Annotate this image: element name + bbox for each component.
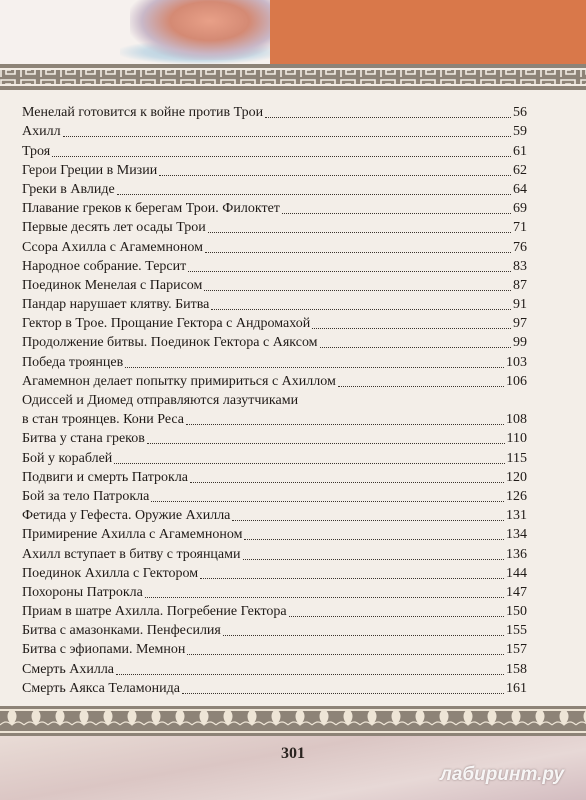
toc-entry-page: 61 <box>513 143 527 159</box>
toc-entry <box>22 487 527 506</box>
toc-entry-title: Смерть Ахилла <box>22 661 115 677</box>
toc-entry-title: Ахилл вступает в битву с троянцами <box>22 546 241 562</box>
toc-entry-page: 144 <box>506 565 527 581</box>
toc-entry <box>22 506 527 525</box>
toc-entry-page: 64 <box>513 181 527 197</box>
toc-entry-page: 56 <box>513 105 527 121</box>
top-illustration <box>0 0 586 64</box>
toc-entry-title: Гектор в Трое. Прощание Гектора с Андромахой <box>22 316 311 332</box>
toc-entry <box>22 679 527 698</box>
toc-entry <box>22 564 527 583</box>
toc-entry-title: Герои Греции в Мизии <box>22 162 158 178</box>
toc-entry-title: в стан троянцев. Кони Реса <box>22 412 184 428</box>
toc-entry-title: Греки в Авлиде <box>22 181 115 197</box>
toc-entry-title: Одиссей и Диомед отправляются лазутчиками <box>22 393 299 408</box>
toc-entry-title: Бой у кораблей <box>22 450 113 466</box>
toc-entry <box>22 103 527 122</box>
toc-entry-title: Битва у стана греков <box>22 431 145 447</box>
toc-entry <box>22 352 527 371</box>
toc-entry-page: 134 <box>506 527 527 543</box>
toc-entry-page: 158 <box>506 661 527 677</box>
toc-entry <box>22 391 527 410</box>
toc-entry <box>22 640 527 659</box>
toc-entry-title: Продолжение битвы. Поединок Гектора с Аяксом <box>22 335 318 351</box>
dot-leader <box>187 653 504 655</box>
dot-leader <box>117 193 511 195</box>
toc-entry-title: Похороны Патрокла <box>22 584 143 600</box>
toc-entry <box>22 333 527 352</box>
toc-entry-title: Фетида у Гефеста. Оружие Ахилла <box>22 508 231 524</box>
fresco-figure <box>130 0 275 60</box>
toc-entry <box>22 257 527 276</box>
page-number: 301 <box>281 745 305 762</box>
toc-entry-page: 161 <box>506 680 527 696</box>
dot-leader <box>190 481 504 483</box>
ornamental-border-bottom <box>0 706 586 736</box>
toc-entry-title: Народное собрание. Терсит <box>22 258 187 274</box>
toc-entry-page: 62 <box>513 162 527 178</box>
dot-leader <box>289 615 504 617</box>
toc-entry-page: 91 <box>513 297 527 313</box>
table-of-contents <box>22 103 527 698</box>
dot-leader <box>188 270 511 272</box>
toc-entry-title: Ахилл <box>22 124 61 140</box>
toc-entry-title: Подвиги и смерть Патрокла <box>22 469 189 485</box>
toc-entry <box>22 314 527 333</box>
toc-entry-page: 87 <box>513 277 527 293</box>
toc-entry-title: Агамемнон делает попытку примириться с Ахиллом <box>22 373 336 389</box>
toc-entry-page: 115 <box>506 450 527 466</box>
toc-entry <box>22 525 527 544</box>
toc-entry-page: 157 <box>506 642 527 658</box>
toc-entry-page: 106 <box>506 373 527 389</box>
toc-entry-page: 99 <box>513 335 527 351</box>
toc-entry <box>22 544 527 563</box>
dot-leader <box>243 558 505 560</box>
toc-entry <box>22 659 527 678</box>
toc-entry <box>22 583 527 602</box>
toc-entry-title: Бой за тело Патрокла <box>22 488 150 504</box>
dot-leader <box>200 577 504 579</box>
toc-entry <box>22 161 527 180</box>
toc-entry-page: 110 <box>506 431 527 447</box>
toc-entry-title: Плавание греков к берегам Трои. Филоктет <box>22 201 280 217</box>
toc-entry <box>22 276 527 295</box>
toc-entry <box>22 237 527 256</box>
dot-leader <box>265 116 511 118</box>
watermark: лабиринт.ру <box>440 764 565 785</box>
toc-entry <box>22 199 527 218</box>
dot-leader <box>208 231 511 233</box>
toc-entry-title: Пандар нарушает клятву. Битва <box>22 297 210 313</box>
toc-entry-page: 147 <box>506 584 527 600</box>
dot-leader <box>116 673 504 675</box>
toc-entry-page: 150 <box>506 604 527 620</box>
dot-leader <box>204 289 511 291</box>
dot-leader <box>320 346 511 348</box>
toc-entry-page: 83 <box>513 258 527 274</box>
dot-leader <box>282 212 511 214</box>
greek-key-border-top <box>0 64 586 90</box>
dot-leader <box>205 251 511 253</box>
toc-entry <box>22 295 527 314</box>
toc-entry <box>22 602 527 621</box>
dot-leader <box>223 634 504 636</box>
dot-leader <box>312 327 511 329</box>
toc-entry <box>22 410 527 429</box>
toc-entry <box>22 468 527 487</box>
toc-entry-page: 69 <box>513 201 527 217</box>
toc-entry-title: Троя <box>22 143 51 159</box>
dot-leader <box>114 462 504 464</box>
dot-leader <box>182 692 504 694</box>
toc-entry-page: 103 <box>506 354 527 370</box>
toc-entry-title: Битва с амазонками. Пенфесилия <box>22 623 221 639</box>
dot-leader <box>145 596 504 598</box>
toc-entry <box>22 141 527 160</box>
dot-leader <box>211 308 511 310</box>
toc-entry-title: Менелай готовится к войне против Трои <box>22 105 264 121</box>
toc-entry-title: Первые десять лет осады Трои <box>22 220 206 236</box>
toc-entry-page: 136 <box>506 546 527 562</box>
toc-entry-title: Ссора Ахилла с Агамемноном <box>22 239 204 255</box>
dot-leader <box>52 155 511 157</box>
toc-entry-page: 97 <box>513 316 527 332</box>
toc-entry-page: 108 <box>506 412 527 428</box>
toc-entry-title: Смерть Аякса Теламонида <box>22 680 180 696</box>
toc-entry <box>22 180 527 199</box>
dot-leader <box>159 174 511 176</box>
dot-leader <box>151 500 504 502</box>
dot-leader <box>63 135 511 137</box>
toc-entry-title: Победа троянцев <box>22 354 124 370</box>
toc-entry-page: 120 <box>506 469 527 485</box>
toc-entry <box>22 372 527 391</box>
toc-entry-title: Приам в шатре Ахилла. Погребение Гектора <box>22 604 287 620</box>
toc-entry <box>22 448 527 467</box>
toc-entry-page: 59 <box>513 124 527 140</box>
toc-entry <box>22 621 527 640</box>
toc-entry-page: 126 <box>506 488 527 504</box>
toc-entry <box>22 218 527 237</box>
toc-entry-title: Поединок Ахилла с Гектором <box>22 565 199 581</box>
toc-entry-title: Битва с эфиопами. Мемнон <box>22 642 186 658</box>
toc-entry <box>22 429 527 448</box>
dot-leader <box>125 366 504 368</box>
dot-leader <box>186 423 504 425</box>
toc-entry-page: 131 <box>506 508 527 524</box>
toc-entry-page: 76 <box>513 239 527 255</box>
toc-entry-title: Примирение Ахилла с Агамемноном <box>22 527 243 543</box>
dot-leader <box>338 385 504 387</box>
toc-entry-page: 155 <box>506 623 527 639</box>
toc-entry-page: 71 <box>513 220 527 236</box>
dot-leader <box>232 519 504 521</box>
toc-entry-title: Поединок Менелая с Парисом <box>22 277 203 293</box>
dot-leader <box>147 442 505 444</box>
toc-entry <box>22 122 527 141</box>
dot-leader <box>244 538 504 540</box>
terracotta-panel <box>270 0 586 64</box>
